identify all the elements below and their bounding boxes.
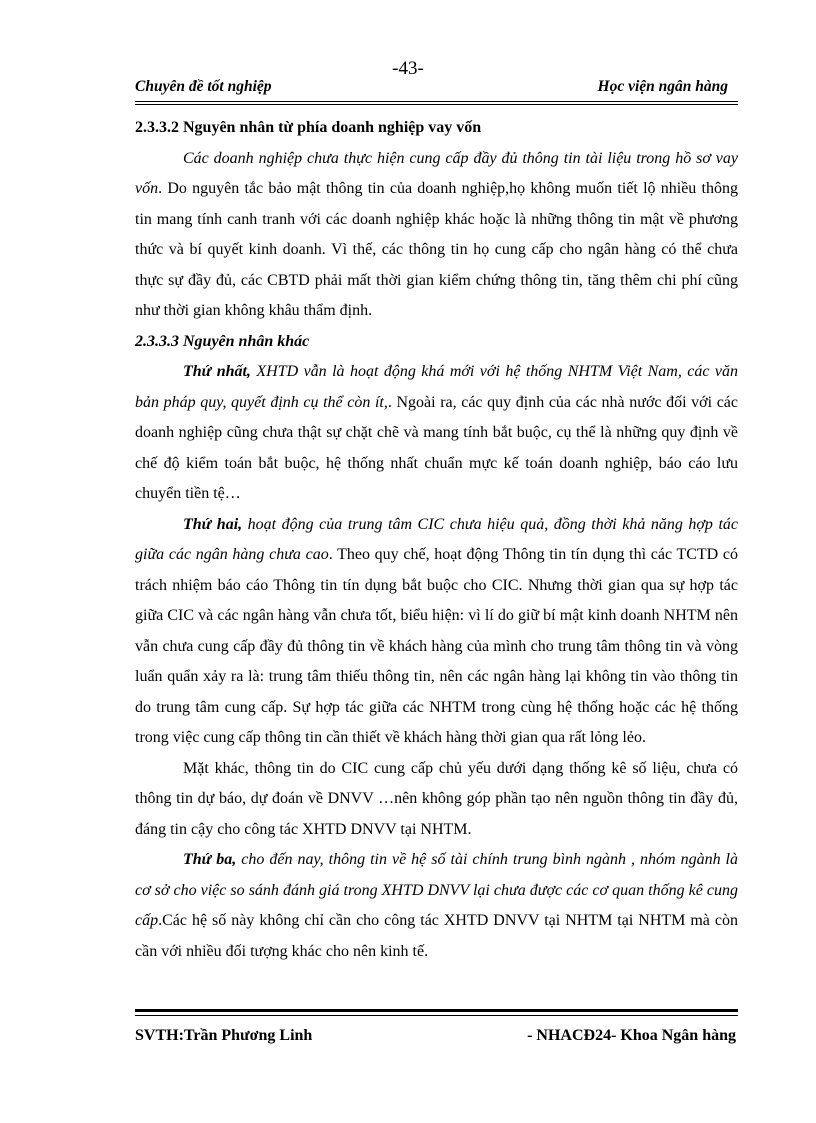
header-institution: Học viện ngân hàng	[597, 78, 728, 95]
footer-student: SVTH:Trần Phương Linh	[135, 1027, 313, 1044]
footer-divider	[135, 1009, 738, 1012]
paragraph	[135, 754, 738, 846]
section-heading-2-3-3-2: 2.3.3.2 Nguyên nhân từ phía doanh nghiệp vay vốn	[135, 119, 482, 136]
body-text: . Do nguyên tắc bảo mật thông tin của doanh nghiệp,họ không muốn tiết lộ nhiều thông tin mang tính canh tranh với các doanh nghiệp khác hoặc là những thông tin mật về phương thức và bí quyết kinh doanh. Vì thế, các thông tin họ cung cấp cho ngân hàng có thể chưa thực sự đầy đủ, các CBTD phải mất thời gian kiểm chứng thông tin, tăng thêm chi phí cũng như thời gian không khâu thẩm định.	[135, 180, 738, 319]
paragraph	[135, 845, 738, 967]
emphasis-text: Các doanh nghiệp chưa thực hiện cung cấp đầy đủ thông tin tài liệu trong hồ sơ vay vốn	[135, 149, 738, 197]
lead-label: Thứ hai,	[183, 515, 243, 533]
body-text: .Các hệ số này không chỉ cần cho công tác XHTD DNVV tại NHTM tại NHTM mà còn cần với nhiều đối tượng khác cho nên kinh tế.	[135, 912, 738, 960]
body-text: . Theo quy chế, hoạt động Thông tin tín dụng thì các TCTD có trách nhiệm báo cáo Thông tin tín dụng bắt buộc cho CIC. Nhưng thời gian qua sự hợp tác giữa CIC và các ngân hàng vẫn chưa tốt, biểu hiện: vì lí do giữ bí mật kinh doanh NHTM nên vẫn chưa cung cấp đầy đủ thông tin về khách hàng của mình cho trung tâm thông tin và vòng luẩn quẩn xảy ra là: trung tâm thiếu thông tin, nên các ngân hàng lại không tin vào thông tin do trung tâm cung cấp. Sự hợp tác giữa các NHTM trong cùng hệ thống hoặc các hệ thống trong việc cung cấp thông tin cần thiết về khách hàng thời gian qua rất lỏng lẻo.	[135, 546, 738, 746]
emphasis-text: hoạt động của trung tâm CIC chưa hiệu quả, đồng thời khả năng hợp tác giữa các ngân hàng chưa cao	[135, 515, 738, 563]
emphasis-text: XHTD vẫn là hoạt động khá mới với hệ thống NHTM Việt Nam, các văn bản pháp quy, quyết định cụ thể còn ít,	[135, 363, 739, 411]
emphasis-text: cho đến nay, thông tin về hệ số tài chính trung bình ngành , nhóm ngành là cơ sở cho việc so sánh đánh giá trong XHTD DNVV lại chưa được các cơ quan thống kê cung cấp	[135, 851, 739, 929]
paragraph	[135, 510, 738, 754]
lead-label: Thứ nhất,	[183, 363, 251, 380]
body-text: Mặt khác, thông tin do CIC cung cấp chủ yếu dưới dạng thống kê số liệu, chưa có thông tin dự báo, dự đoán về DNVV …nên không góp phần tạo nên nguồn thông tin đầy đủ, đáng tin cậy cho công tác XHTD DNVV tại NHTM.	[135, 759, 738, 838]
footer-divider-thin	[135, 1015, 738, 1016]
footer-department: - NHACĐ24- Khoa Ngân hàng	[527, 1027, 736, 1044]
document-body	[135, 113, 738, 967]
paragraph	[135, 144, 738, 327]
page-number: -43-	[392, 58, 424, 79]
paragraph	[135, 357, 738, 510]
header-divider	[135, 101, 738, 105]
header-thesis-label: Chuyên đề tốt nghiệp	[135, 78, 272, 95]
lead-label: Thứ ba,	[183, 851, 237, 868]
body-text: . Ngoài ra, các quy định của các nhà nước đối với các doanh nghiệp cũng chưa thật sự chặt chẽ và mang tính bắt buộc, cụ thể là những quy định về chế độ kiểm toán bắt buộc, hệ thống nhất chuẩn mực kế toán doanh nghiệp, báo cáo lưu chuyển tiền tệ…	[135, 393, 738, 502]
section-heading-2-3-3-3: 2.3.3.3 Nguyên nhân khác	[135, 332, 310, 350]
